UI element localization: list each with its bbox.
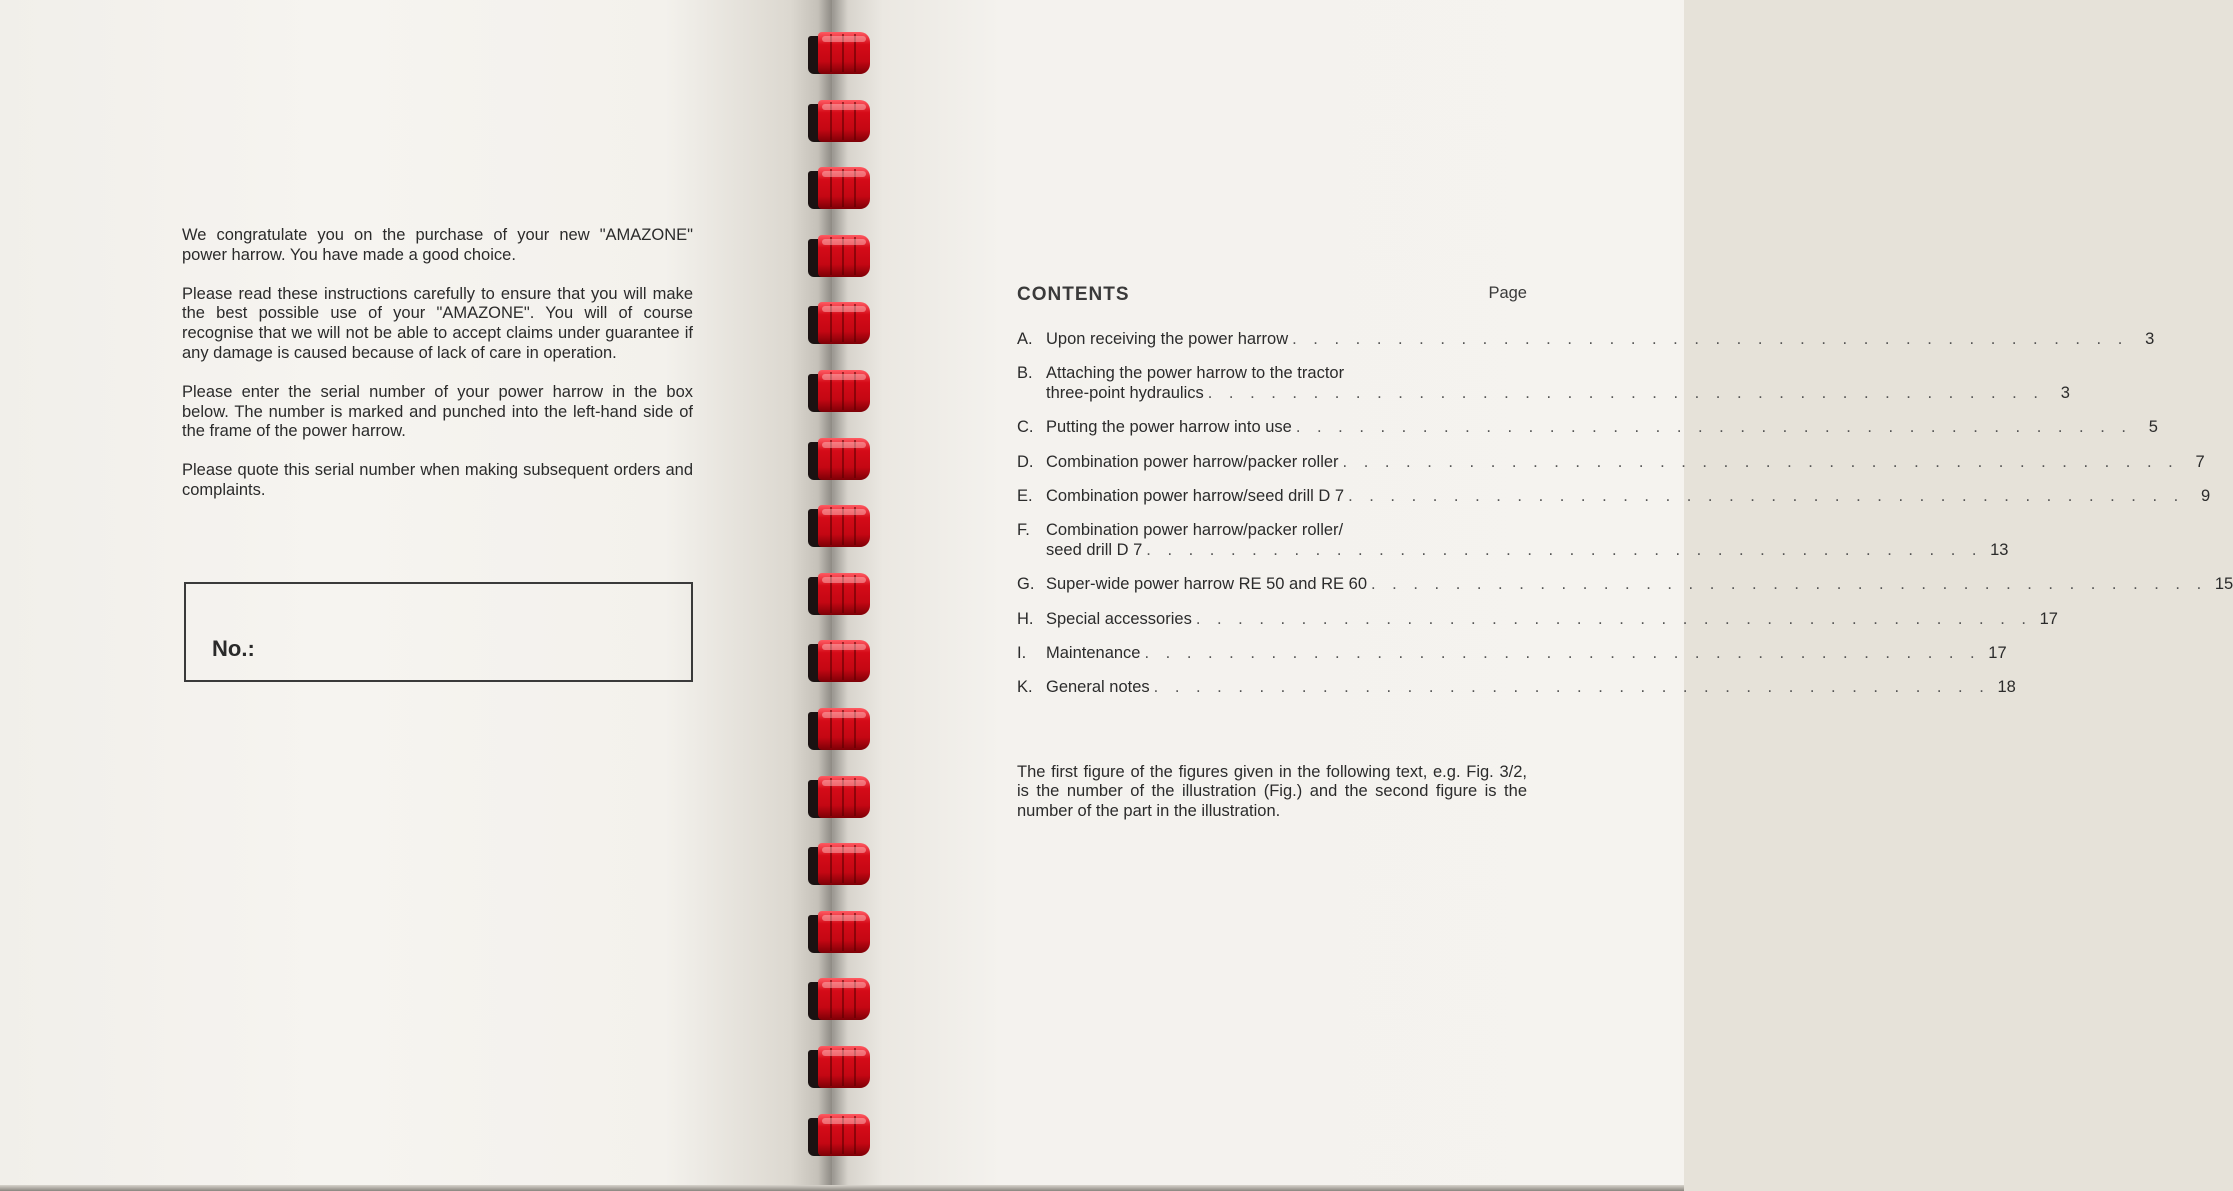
toc-entry-h (1017, 609, 2058, 630)
toc-title-continued: three-point hydraulics (1046, 384, 1204, 403)
toc-leader-dots (1371, 575, 2207, 595)
binding-ring (808, 505, 872, 547)
toc-entry-e (1017, 486, 2211, 507)
toc-leader-dots (1196, 610, 2032, 630)
toc-leader-dots (1154, 678, 1990, 698)
toc-page-number: 9 (2201, 486, 2211, 505)
binding-ring (808, 235, 872, 277)
toc-page-number: 15 (2214, 575, 2233, 594)
toc-entry-c (1017, 418, 2158, 438)
left-page (0, 0, 832, 1191)
toc-entry-f (1017, 521, 2009, 561)
spiral-binding (808, 0, 873, 1191)
table-of-contents (1017, 330, 2233, 713)
serial-number-label: No.: (212, 636, 255, 661)
toc-letter: H. (1017, 609, 1034, 628)
toc-letter: F. (1017, 521, 1030, 540)
page-column-label: Page (1488, 284, 1527, 302)
binding-ring (808, 302, 872, 344)
toc-letter: A. (1017, 330, 1033, 348)
serial-number-box (184, 582, 693, 682)
binding-ring (808, 1046, 872, 1088)
binding-ring (808, 978, 872, 1020)
intro-paragraph-read-instructions: Please read these instructions carefully to ensure that you will make the best possible use of your "AMAZONE". You will of course recognise that we will not be able to accept claims under guarantee if any damage is caused because of lack of care in operation. (182, 284, 693, 362)
binding-ring (808, 100, 872, 142)
binding-ring (808, 370, 872, 412)
toc-letter: D. (1017, 452, 1034, 471)
toc-leader-dots (1348, 487, 2184, 507)
toc-title: Super-wide power harrow RE 50 and RE 60 (1046, 575, 1368, 594)
toc-entry-g (1017, 575, 2233, 595)
toc-leader-dots (1144, 644, 1980, 664)
toc-letter: K. (1017, 678, 1033, 697)
binding-ring (808, 843, 872, 885)
binding-ring (808, 776, 872, 818)
toc-letter: E. (1017, 486, 1033, 505)
toc-title: Combination power harrow/packer roller/ (1046, 521, 1344, 540)
toc-entry-a (1017, 330, 2155, 350)
contents-title: CONTENTS (1017, 284, 1130, 305)
toc-page-number: 17 (2039, 609, 2058, 628)
toc-leader-dots (1208, 384, 2044, 404)
toc-letter: G. (1017, 575, 1035, 594)
toc-leader-dots (1296, 418, 2132, 438)
toc-entry-d (1017, 452, 2205, 473)
toc-title: General notes (1046, 678, 1150, 697)
binding-ring (808, 640, 872, 682)
toc-title: Putting the power harrow into use (1046, 418, 1292, 437)
toc-leader-dots (1292, 330, 2128, 350)
intro-text (182, 226, 693, 520)
toc-leader-dots (1146, 541, 1982, 561)
toc-page-number: 3 (2060, 384, 2070, 403)
figure-numbering-note: The first figure of the figures given in the following text, e.g. Fig. 3/2, is the number of the illustration (Fig.) and the second figure is the number of the part in the illustration. (1017, 762, 1527, 821)
toc-title: Maintenance (1046, 643, 1141, 662)
toc-title: Combination power harrow/packer roller (1046, 452, 1339, 471)
toc-page-number: 7 (2195, 452, 2205, 471)
toc-title: Special accessories (1046, 609, 1192, 628)
toc-entry-b (1017, 364, 2070, 404)
toc-title-continued: seed drill D 7 (1046, 541, 1143, 560)
binding-ring (808, 32, 872, 74)
toc-title: Upon receiving the power harrow (1046, 330, 1289, 348)
binding-ring (808, 573, 872, 615)
toc-letter: B. (1017, 364, 1033, 383)
contents-header (1017, 282, 1527, 312)
toc-page-number: 18 (1997, 678, 2016, 697)
binding-ring (808, 1114, 872, 1156)
page-bottom-edge (0, 1185, 1684, 1191)
toc-leader-dots (1343, 453, 2179, 473)
toc-entry-k (1017, 678, 2016, 698)
binding-ring (808, 911, 872, 953)
binding-ring (808, 167, 872, 209)
binding-ring (808, 438, 872, 480)
intro-paragraph-quote-serial: Please quote this serial number when making subsequent orders and complaints. (182, 461, 693, 499)
toc-title: Combination power harrow/seed drill D 7 (1046, 486, 1345, 505)
toc-letter: I. (1017, 643, 1027, 662)
binding-ring (808, 708, 872, 750)
toc-title: Attaching the power harrow to the tractor (1046, 364, 1345, 383)
toc-page-number: 3 (2145, 330, 2155, 348)
toc-page-number: 17 (1988, 643, 2007, 662)
toc-page-number: 13 (1990, 541, 2009, 560)
toc-entry-i (1017, 643, 2007, 664)
intro-paragraph-congratulations: We congratulate you on the purchase of your new "AMAZONE" power harrow. You have made a good choice. (182, 226, 693, 264)
toc-letter: C. (1017, 418, 1034, 437)
intro-paragraph-serial-number: Please enter the serial number of your power harrow in the box below. The number is marked and punched into the left-hand side of the frame of the power harrow. (182, 382, 693, 441)
toc-page-number: 5 (2148, 418, 2158, 437)
